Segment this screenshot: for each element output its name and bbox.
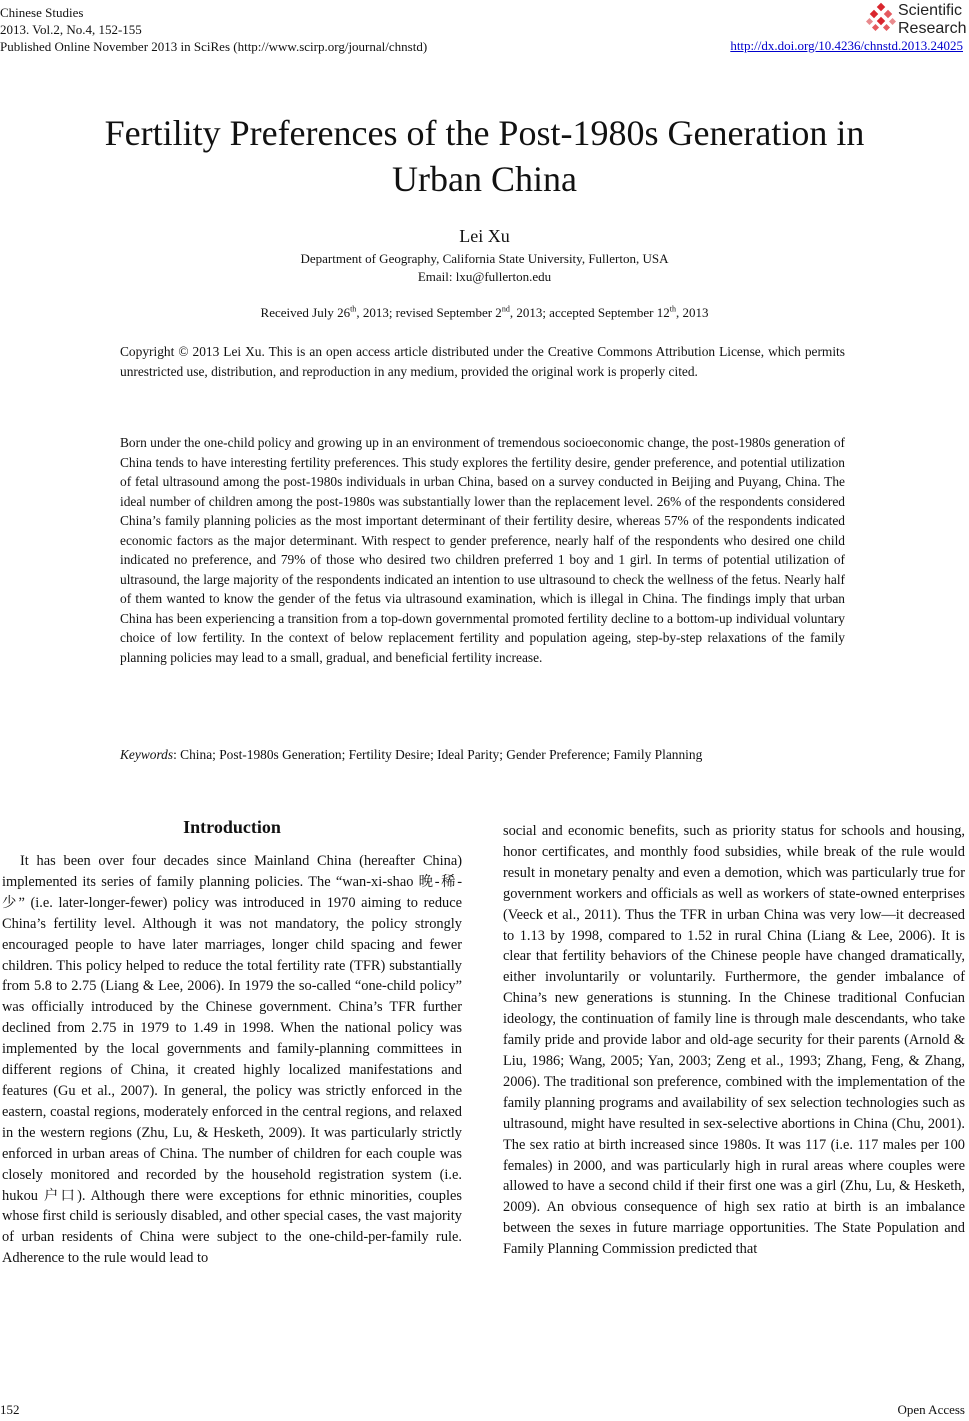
received-date: Received July 26 [260, 305, 351, 320]
article-dates [0, 304, 969, 321]
accepted-date: , 2013; accepted September 12 [509, 305, 670, 320]
published-online: Published Online November 2013 in SciRes (http://www.scirp.org/journal/chnstd) [0, 39, 428, 54]
publisher-name [898, 2, 966, 38]
doi-link[interactable]: http://dx.doi.org/10.4236/chnstd.2013.24025 [730, 38, 963, 53]
abstract: Born under the one-child policy and growing up in an environment of tremendous socioeconomic change, the post-1980s generation of China tends to have interesting fertility preferences. This study explores the fertility desire, gender preference, and potential utilization of fetal ultrasound among the post-1980s individuals in urban China, based on a survey conducted in Beijing and Puyang, China. The ideal number of children among the post-1980s was substantially lower than the replacement level. 26% of the respondents considered China’s family planning policies as the most important determinant of their fertility desire, whereas 57% of the respondents indicated economic factors as the major determinant. With respect to gender preference, nearly half of the respondents who desired one child indicated no preference, and 79% of those who desired two children preferred 1 boy and 1 girl. In terms of potential utilization of ultrasound, the large majority of the respondents indicated an intention to use ultrasound to check the wellness of the fetus. Nearly half of them wanted to know the gender of the fetus via ultrasound examination, which is illegal in China. The findings imply that urban China has been experiencing a transition from a top-down governmental promoted fertility decline to a bottom-up individual voluntary choice of low fertility. In the context of below replacement fertility and population ageing, step-by-step relaxations of the family planning policies may lead to a small, gradual, and beneficial fertility increase. [120, 435, 845, 665]
keywords: Keywords : China; Post-1980s Generation; Fertility Desire; Ideal Parity; Gender Preference; Family Planning [120, 745, 845, 765]
publisher-logo [866, 2, 966, 42]
keywords-label: Keywords [120, 747, 174, 762]
email: Email: lxu@fullerton.edu [417, 269, 552, 284]
accepted-sup: th [669, 304, 676, 314]
section-heading: Introduction [183, 817, 281, 837]
dates-year: , 2013 [675, 305, 709, 320]
open-access-label: Open Access [897, 1402, 965, 1417]
body-paragraph-right: social and economic benefits, such as priority status for schools and housing, honor certificates, and monthly food subsidies, while break of the rule would result in monetary penalty and even a demotion, which was particularly true for government workers and officials as well as workers of state-owned enterprises (Veeck et al., 2011). Thus the TFR in urban China was very low—it decreased to 1.13 by 1998, compared to 1.52 in rural China (Liang & Lee, 2006). It is clear that fertility behaviors of the Chinese people have changed dramatically, either involuntarily or voluntarily. Furthermore, the gender imbalance of China’s new generations is stunning. In the Chinese traditional Confucian ideology, the continuation of family line is through male descendants, who take family pride and provide labor and old-age security for their parents (Arnold & Liu, 1986; Wang, 2005; Yan, 2003; Zeng et al., 1993; Zhang, Feng, & Zhang, 2006). The traditional son preference, combined with the implementation of the family planning programs and availability of sex selection technologies such as ultrasound, might have resulted in sex-selective abortions in China (Chu, 2001). The sex ratio at birth increased since 1980s. It was 117 (i.e. 117 males per 100 females) in 2000, and was particularly high in rural areas where couples were allowed to have a second child if their first one was a girl (Zhu, Lu, & Hesketh, 2009). An obvious consequence of high sex ratio at birth is an imbalance between the sexes in future marriage opportunities. The State Population and Family Planning Commission predicted that [503, 823, 965, 1258]
publisher-logo-icon [866, 2, 896, 36]
keywords-list: China; Post-1980s Generation; Fertility Desire; Ideal Parity; Gender Preference; Family Planning [180, 747, 703, 762]
body-paragraph-left: It has been over four decades since Mainland China (hereafter China) implemented its series of family planning policies. The “wan-xi-shao 晚-稀-少” (i.e. later-longer-fewer) policy was introduced in 1970 aiming to reduce China’s fertility level. Although it was not mandatory, the policy strongly encouraged people to have later marriages, longer child spacing and fewer children. This policy helped to reduce the total fertility rate (TFR) substantially from 5.8 to 2.75 (Liang & Lee, 2006). In 1979 the so-called “one-child policy” was officially introduced by the Chinese government. China’s TFR further declined from 2.75 in 1979 to 1.49 in 1998. When the national policy was implemented by the local governments and family-planning committees in different regions of China, it created highly localized manifestations and features (Gu et al., 2007). In general, the policy was strictly enforced in the eastern, coastal regions, moderately enforced in the central regions, and relaxed in the western regions (Zhu, Lu, & Hesketh, 2009). It was particularly strictly enforced in urban areas of China. The number of children for each couple was closely monitored and recorded by the household registration system (i.e. hukou 户口). Although there were exceptions for ethnic minorities, couples whose first child is seriously disabled, and other special cases, the vast majority of urban residents of China were subject to the one-child-per-family rule. Adherence to the rule would lead to [2, 853, 462, 1267]
journal-name: Chinese Studies [0, 5, 84, 20]
revised-date: , 2013; revised September 2 [356, 305, 502, 320]
journal-volume: 2013. Vol.2, No.4, 152-155 [0, 22, 142, 37]
page-number: 152 [0, 1402, 20, 1417]
author-name: Lei Xu [459, 226, 510, 246]
affiliation: Department of Geography, California State University, Fullerton, USA [300, 251, 669, 266]
left-column [0, 815, 462, 1269]
publisher-name-line2: Research [898, 20, 967, 37]
revised-sup: nd [501, 304, 510, 314]
publisher-name-line1: Scientific [898, 2, 963, 19]
paper-title: Fertility Preferences of the Post-1980s Generation in Urban China [104, 113, 865, 199]
copyright-notice: Copyright © 2013 Lei Xu. This is an open access article distributed under the Creative Commons Attribution License, which permits unrestricted use, distribution, and reproduction in any medium, provided the original work is properly cited. [120, 344, 845, 379]
received-sup: th [350, 304, 357, 314]
